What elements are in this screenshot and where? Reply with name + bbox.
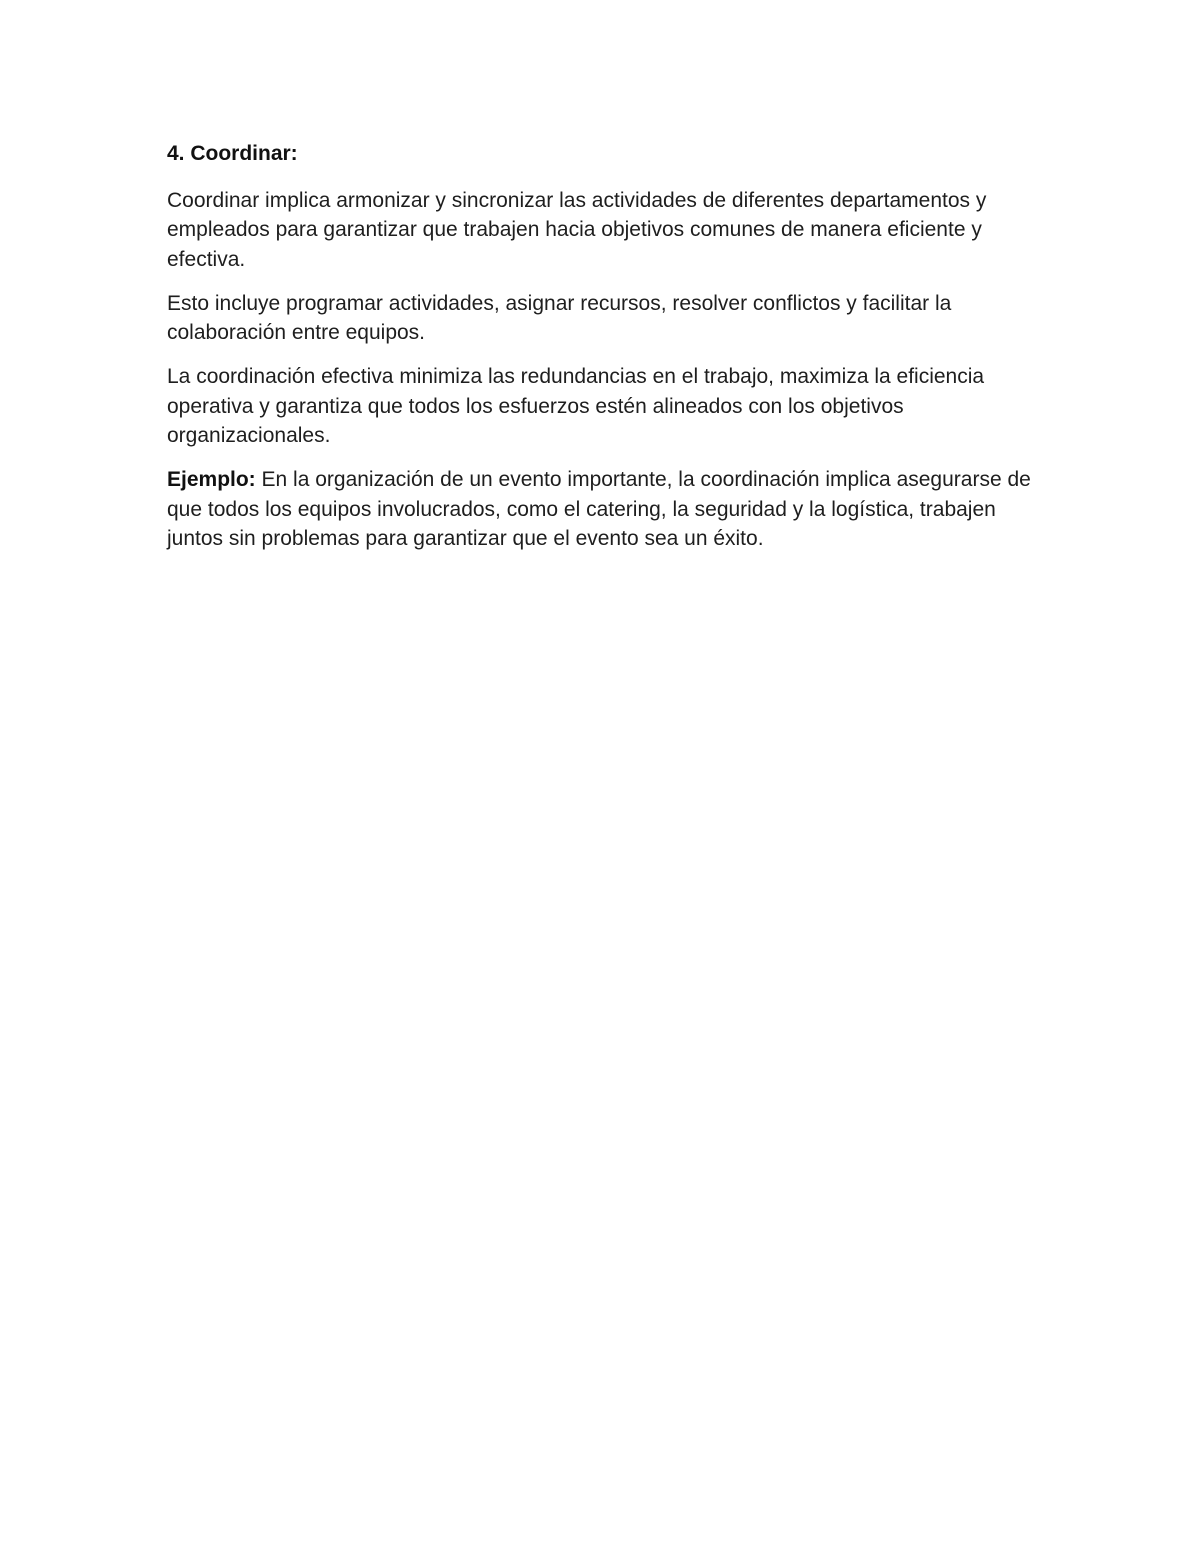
example-text: En la organización de un evento importante, la coordinación implica asegurarse de que todos los equipos involucrados, como el catering, la seguridad y la logística, trabajen juntos sin problemas para garantizar que el evento sea un éxito. <box>167 468 1031 550</box>
example-label: Ejemplo: <box>167 468 256 492</box>
paragraph-effective-coordination: La coordinación efectiva minimiza las redundancias en el trabajo, maximiza la eficiencia operativa y garantiza que todos los esfuerzos estén alineados con los objetivos organizacionales. <box>167 365 985 448</box>
paragraph-includes: Esto incluye programar actividades, asignar recursos, resolver conflictos y facilitar la colaboración entre equipos. <box>167 291 952 345</box>
section-heading: 4. Coordinar: <box>167 142 298 165</box>
paragraph-definition: Coordinar implica armonizar y sincronizar las actividades de diferentes departamentos y empleados para garantizar que trabajen hacia objetivos comunes de manera eficiente y efectiva. <box>167 189 987 271</box>
paragraph-example <box>167 465 1035 553</box>
document-body <box>167 139 1035 568</box>
